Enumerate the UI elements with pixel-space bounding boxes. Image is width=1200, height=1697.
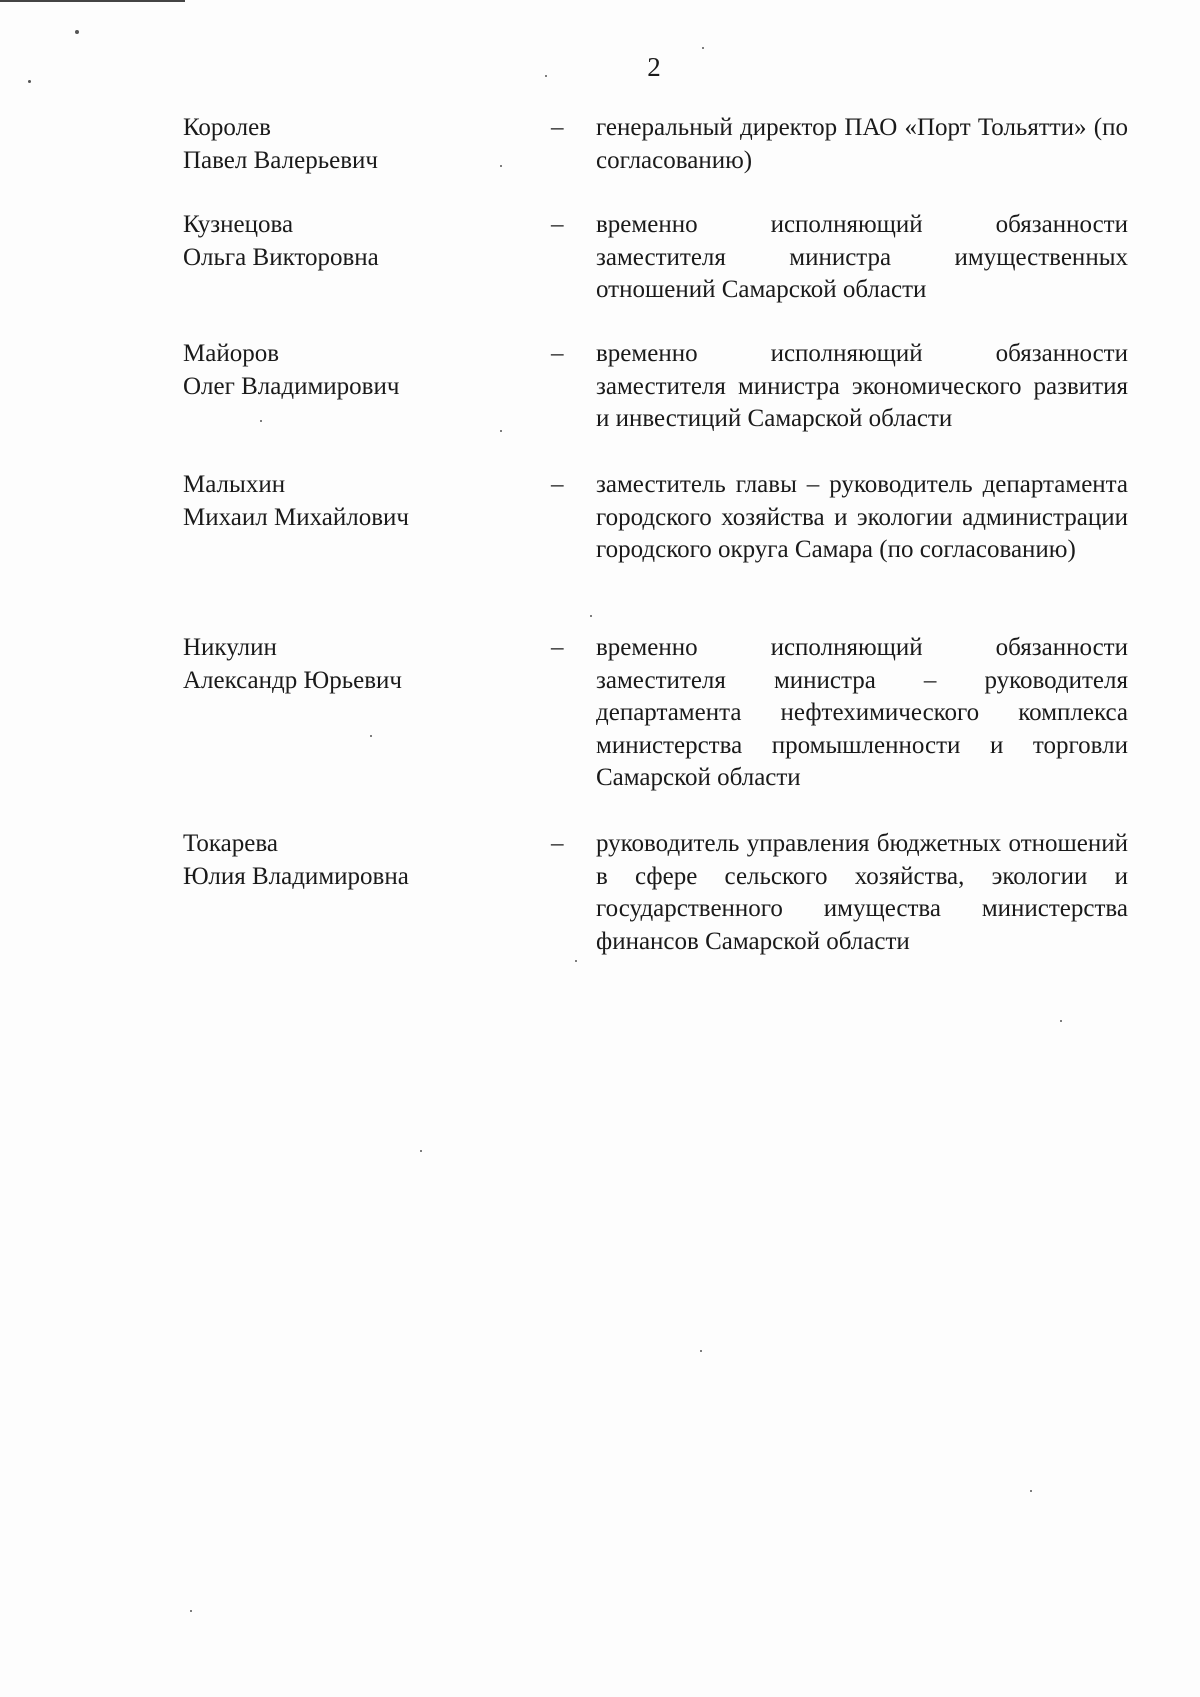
page-number: 2 <box>647 52 661 82</box>
dash-separator: – <box>551 114 564 141</box>
member-position: временно исполняющий обязанности заместителя министра – руководителя департамента нефтехимического комплекса министерства промышленности и торговли Самарской области <box>596 634 1128 791</box>
dash-separator: – <box>551 634 564 661</box>
member-entry <box>183 632 1128 828</box>
dash-separator: – <box>551 211 564 238</box>
dash-separator: – <box>551 471 564 498</box>
member-surname: Майоров <box>183 340 280 367</box>
member-surname: Королев <box>183 114 271 141</box>
member-entry <box>183 469 1128 632</box>
dash-separator: – <box>551 340 564 367</box>
member-surname: Токарева <box>183 830 278 857</box>
member-position: временно исполняющий обязанности заместителя министра экономического развития и инвестиций Самарской области <box>596 340 1128 432</box>
member-name <box>183 469 543 534</box>
member-surname: Никулин <box>183 634 277 661</box>
member-given-names: Ольга Викторовна <box>183 243 379 271</box>
member-surname: Малыхин <box>183 471 286 498</box>
member-surname: Кузнецова <box>183 211 294 238</box>
member-given-names: Юлия Владимировна <box>183 862 409 890</box>
member-name <box>183 112 543 177</box>
member-given-names: Михаил Михайлович <box>183 503 409 531</box>
dash-separator: – <box>551 830 564 857</box>
member-name <box>183 828 543 893</box>
member-position: генеральный директор ПАО «Порт Тольятти» (по согласованию) <box>596 114 1128 174</box>
member-list <box>183 112 1128 958</box>
member-given-names: Павел Валерьевич <box>183 146 378 174</box>
member-entry <box>183 828 1128 958</box>
member-given-names: Олег Владимирович <box>183 372 400 400</box>
member-position: временно исполняющий обязанности заместителя министра имущественных отношений Самарской области <box>596 211 1128 303</box>
member-name <box>183 209 543 274</box>
member-position: руководитель управления бюджетных отношений в сфере сельского хозяйства, экологии и государственного имущества министерства финансов Самарской области <box>596 830 1128 955</box>
member-name <box>183 632 543 697</box>
member-position: заместитель главы – руководитель департамента городского хозяйства и экологии администрации городского округа Самара (по согласованию) <box>596 471 1128 563</box>
member-entry <box>183 112 1128 209</box>
member-entry <box>183 338 1128 469</box>
member-entry <box>183 209 1128 338</box>
member-given-names: Александр Юрьевич <box>183 666 402 694</box>
corner-rule <box>0 0 185 2</box>
member-name <box>183 338 543 403</box>
